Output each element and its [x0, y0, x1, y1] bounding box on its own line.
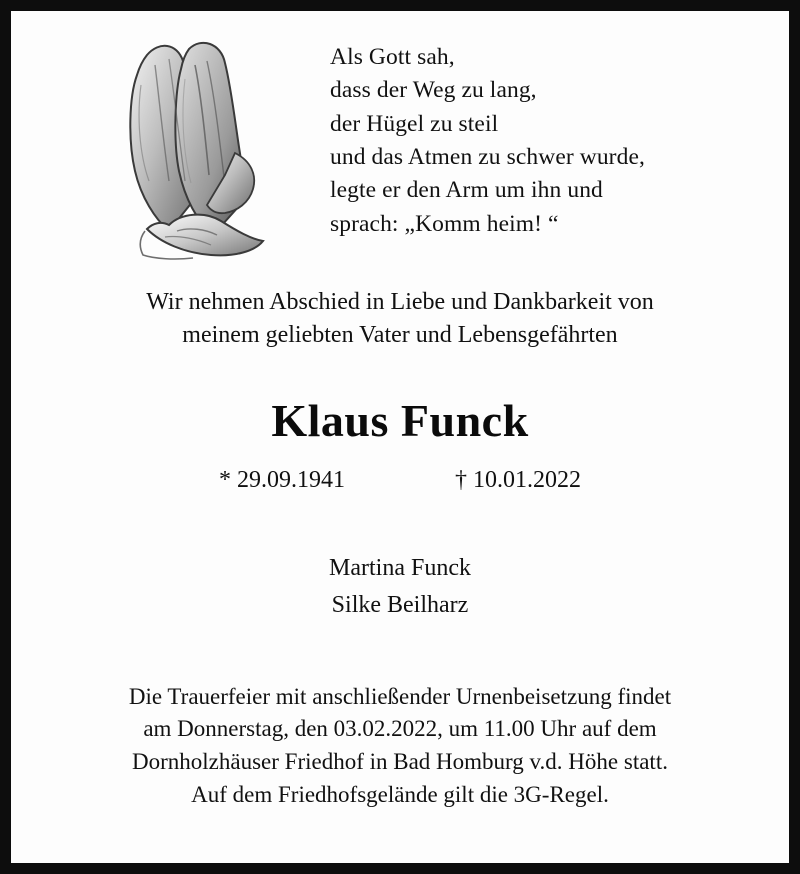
ceremony-line: Auf dem Friedhofsgelände gilt die 3G-Regel. [191, 781, 609, 807]
deceased-name: Klaus Funck [271, 395, 529, 447]
mourners-list [37, 550, 763, 624]
ceremony-line: Die Trauerfeier mit anschließender Urnenbeisetzung findet [128, 683, 672, 709]
praying-hands-icon [85, 35, 300, 260]
poem-line: der Hügel zu steil [330, 110, 499, 137]
poem-line: sprach: „Komm heim! “ [330, 210, 559, 237]
intro-text [37, 286, 763, 352]
intro-line: Wir nehmen Abschied in Liebe und Dankbarkeit von [146, 289, 654, 315]
ceremony-line: am Donnerstag, den 03.02.2022, um 11.00 Uhr auf dem [143, 716, 657, 742]
poem-line: und das Atmen zu schwer wurde, [330, 144, 645, 171]
poem-line: Als Gott sah, [330, 44, 455, 70]
ceremony-details [37, 681, 763, 812]
ceremony-line: Dornholzhäuser Friedhof in Bad Homburg v.d. Höhe statt. [132, 748, 668, 774]
poem-line: legte er den Arm um ihn und [330, 177, 603, 204]
mourner-name: Silke Beilharz [331, 592, 469, 619]
intro-line: meinem geliebten Vater und Lebensgefährten [182, 322, 618, 349]
birth-date: * 29.09.1941 [219, 467, 345, 494]
mourner-name: Martina Funck [329, 555, 471, 582]
poem-text [330, 41, 645, 241]
death-date: † 10.01.2022 [455, 467, 581, 494]
obituary-inner [11, 11, 789, 863]
poem-line: dass der Weg zu lang, [330, 77, 537, 104]
poem-section [37, 29, 763, 260]
life-dates [37, 467, 763, 494]
